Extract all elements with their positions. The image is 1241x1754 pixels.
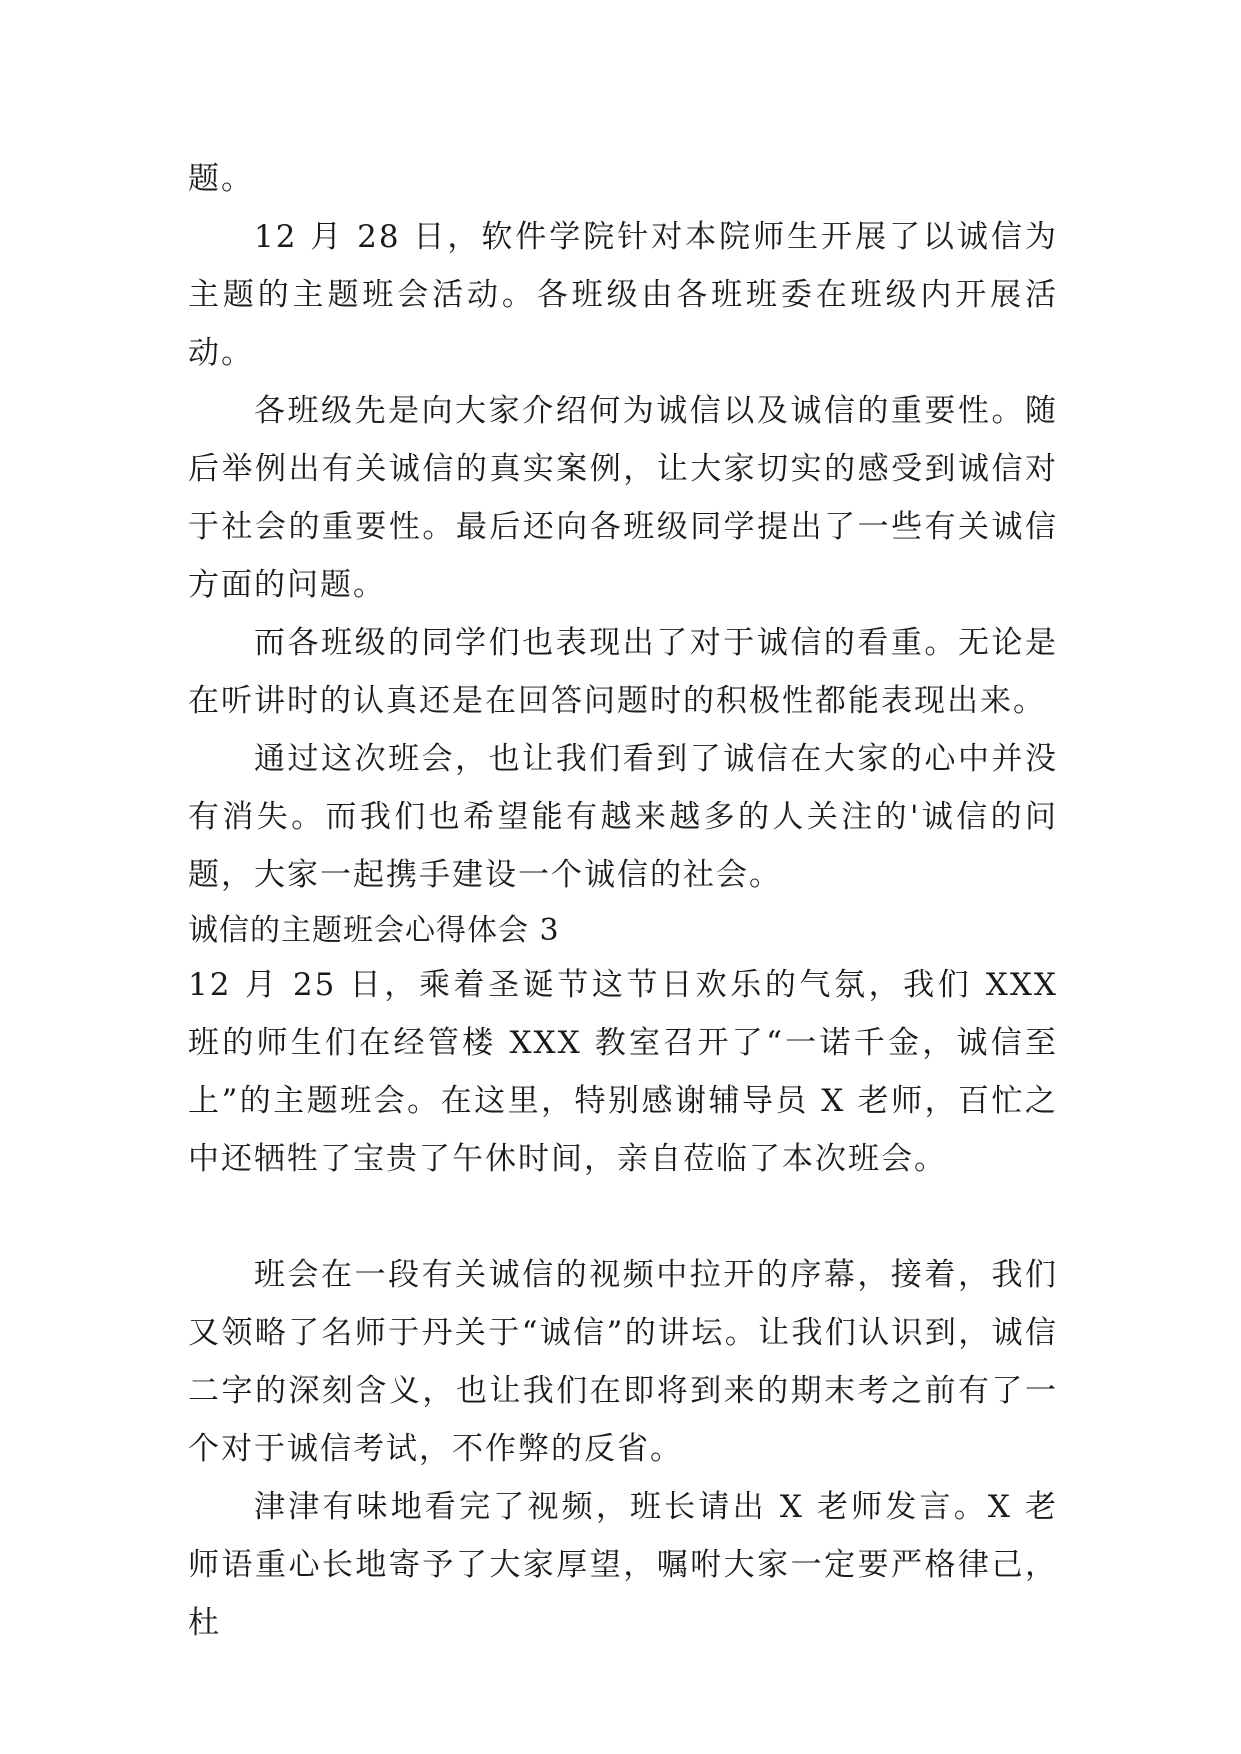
document-body <box>188 150 1058 1652</box>
paragraph-introduction-of-integrity: 各班级先是向大家介绍何为诚信以及诚信的重要性。随后举例出有关诚信的真实案例，让大家切实的感受到诚信对于社会的重要性。最后还向各班级同学提出了一些有关诚信方面的问题。 <box>188 393 1058 603</box>
paragraph-class-meeting-dec-25: 12 月 25 日，乘着圣诞节这节日欢乐的气氛，我们 XXX 班的师生们在经管楼 XXX 教室召开了“一诺千金，诚信至上”的主题班会。在这里，特别感谢辅导员 X 老师，百忙之中还牺牲了宝贵了午休时间，亲自莅临了本次班会。 <box>188 967 1058 1177</box>
paragraph-continuation: 题。 <box>188 161 254 197</box>
paragraph-conclusion: 通过这次班会，也让我们看到了诚信在大家的心中并没有消失。而我们也希望能有越来越多的人关注的'诚信的问题，大家一起携手建设一个诚信的社会。 <box>188 741 1058 893</box>
blank-line <box>188 1188 1058 1246</box>
paragraph-students-response: 而各班级的同学们也表现出了对于诚信的看重。无论是在听讲时的认真还是在回答问题时的积极性都能表现出来。 <box>188 625 1058 719</box>
section-heading: 诚信的主题班会心得体会 3 <box>188 913 560 948</box>
paragraph-teacher-speech: 津津有味地看完了视频，班长请出 X 老师发言。X 老师语重心长地寄予了大家厚望，嘱咐大家一定要严格律己，杜 <box>188 1489 1058 1641</box>
paragraph-class-meeting-dec-28: 12 月 28 日，软件学院针对本院师生开展了以诚信为主题的主题班会活动。各班级由各班班委在班级内开展活动。 <box>188 219 1058 371</box>
paragraph-video-opening: 班会在一段有关诚信的视频中拉开的序幕，接着，我们又领略了名师于丹关于“诚信”的讲坛。让我们认识到，诚信二字的深刻含义，也让我们在即将到来的期末考之前有了一个对于诚信考试，不作弊的反省。 <box>188 1257 1058 1467</box>
